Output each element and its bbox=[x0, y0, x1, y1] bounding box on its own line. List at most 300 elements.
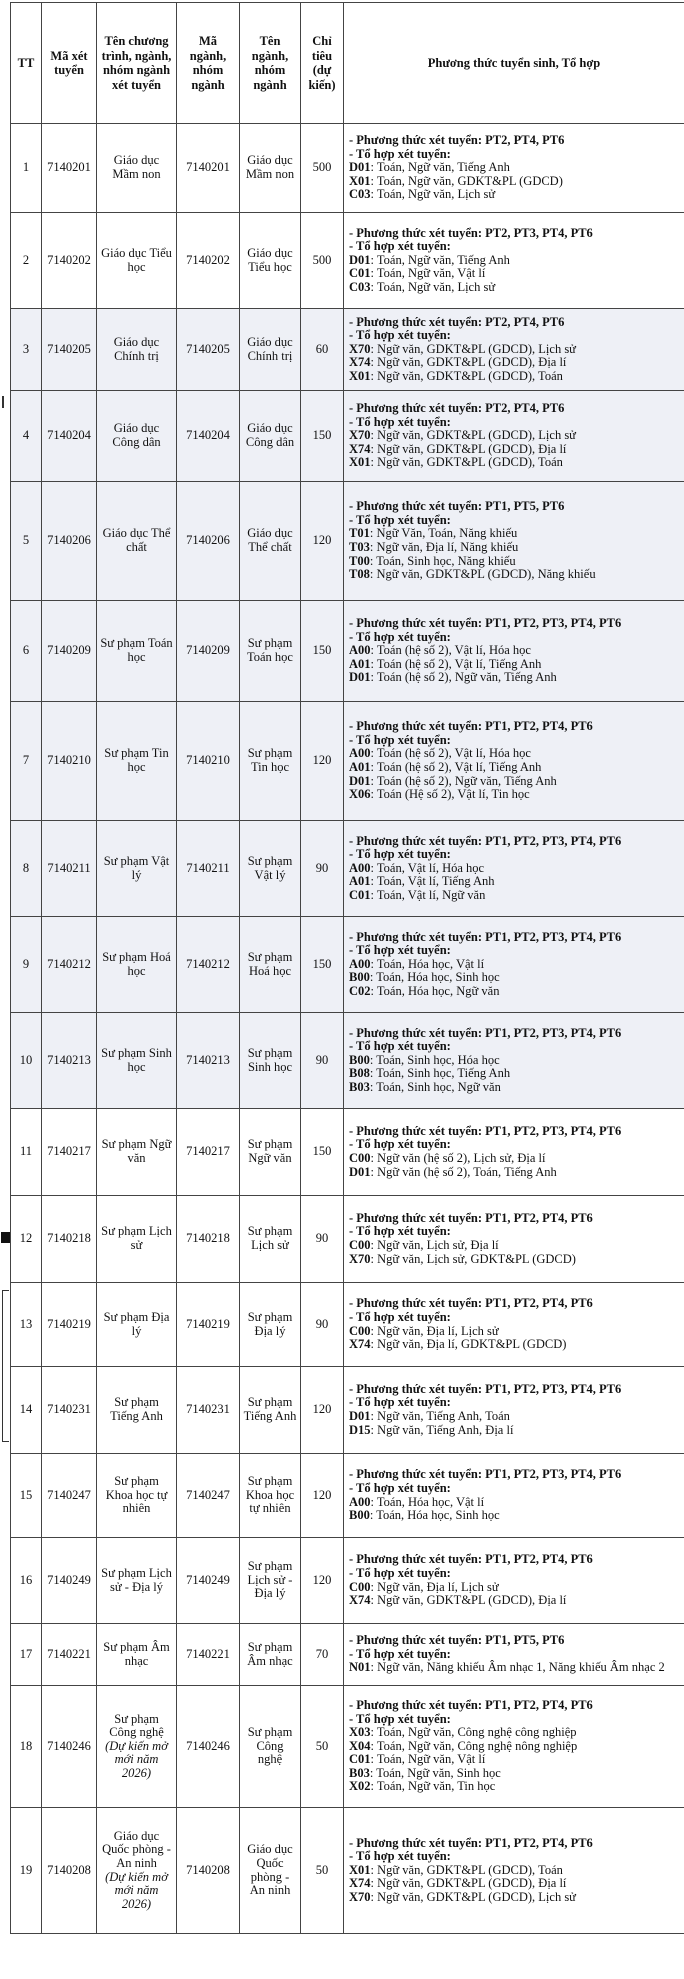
combo-line bbox=[349, 541, 681, 555]
program-name bbox=[97, 213, 177, 309]
combo-code: C02 bbox=[349, 983, 371, 998]
combo-label: - Tổ hợp xét tuyển: bbox=[349, 239, 451, 254]
combo-code: T03 bbox=[349, 540, 370, 554]
header-method: Phương thức tuyển sinh, Tổ hợp bbox=[344, 3, 684, 124]
combo-code: A00 bbox=[349, 956, 371, 971]
method-cell bbox=[344, 1808, 684, 1934]
combo-code: X02 bbox=[349, 1779, 371, 1794]
quota: 90 bbox=[301, 1283, 344, 1367]
combo-subjects: : Ngữ văn, GDKT&PL (GDCD), Toán bbox=[370, 1862, 563, 1877]
admission-table bbox=[10, 2, 684, 1934]
combo-code: X74 bbox=[349, 1876, 371, 1891]
combo-line bbox=[349, 1081, 681, 1095]
combo-code: N01 bbox=[349, 1660, 371, 1675]
admission-code: 7140209 bbox=[42, 601, 97, 702]
admission-code: 7140205 bbox=[42, 309, 97, 391]
row-number: 16 bbox=[11, 1538, 42, 1624]
combo-label: - Tổ hợp xét tuyển: bbox=[349, 732, 451, 747]
combo-line bbox=[349, 1661, 681, 1675]
combo-line bbox=[349, 761, 681, 775]
combo-subjects: : Toán (hệ số 2), Vật lí, Hóa học bbox=[370, 643, 531, 658]
major-code: 7140247 bbox=[177, 1454, 240, 1538]
row-number: 10 bbox=[11, 1013, 42, 1109]
combo-label: - Tổ hợp xét tuyển: bbox=[349, 1137, 451, 1152]
quota: 120 bbox=[301, 1454, 344, 1538]
combo-line bbox=[349, 281, 681, 295]
major-code: 7140201 bbox=[177, 124, 240, 213]
program-name-text: Giáo dục Chính trị bbox=[113, 334, 160, 363]
combo-code: X01 bbox=[349, 455, 371, 470]
program-name-text: Sư phạm Khoa học tự nhiên bbox=[105, 1474, 168, 1516]
combo-subjects: : Toán (hệ số 2), Vật lí, Tiếng Anh bbox=[370, 760, 542, 774]
table-row bbox=[11, 124, 684, 213]
combo-code: A00 bbox=[349, 643, 371, 658]
table-row bbox=[11, 1454, 684, 1538]
combo-line bbox=[349, 1726, 681, 1740]
combo-code: D01 bbox=[349, 1164, 371, 1179]
row-number: 19 bbox=[11, 1808, 42, 1934]
program-name bbox=[97, 601, 177, 702]
program-name bbox=[97, 1624, 177, 1686]
major-code: 7140219 bbox=[177, 1283, 240, 1367]
method-cell bbox=[344, 821, 684, 917]
admission-code: 7140202 bbox=[42, 213, 97, 309]
combo-code: X01 bbox=[349, 173, 371, 188]
program-note: (Dự kiến mở mới năm 2026) bbox=[105, 1738, 168, 1780]
program-name bbox=[97, 124, 177, 213]
combo-line bbox=[349, 875, 681, 889]
combo-label: - Tổ hợp xét tuyển: bbox=[349, 1646, 451, 1661]
combo-line bbox=[349, 175, 681, 189]
major-name: Sư phạm Hoá học bbox=[240, 917, 301, 1013]
admission-code: 7140249 bbox=[42, 1538, 97, 1624]
combo-subjects: : Toán, Ngữ văn, Sinh học bbox=[369, 1765, 501, 1780]
row-number: 1 bbox=[11, 124, 42, 213]
combo-code: T00 bbox=[349, 553, 370, 568]
combo-code: T01 bbox=[349, 526, 370, 541]
combo-subjects: : Ngữ văn, Địa lí, GDKT&PL (GDCD) bbox=[370, 1337, 567, 1352]
method-label: - Phương thức xét tuyển: PT1, PT2, PT4, PT6 bbox=[349, 1552, 593, 1567]
combo-label: - Tổ hợp xét tuyển: bbox=[349, 943, 451, 958]
combo-subjects: : Toán, Hóa học, Sinh học bbox=[369, 1508, 500, 1523]
major-name: Sư phạm Khoa học tự nhiên bbox=[240, 1454, 301, 1538]
quota: 150 bbox=[301, 391, 344, 482]
combo-code: C03 bbox=[349, 279, 371, 294]
combo-line bbox=[349, 1152, 681, 1166]
major-code: 7140221 bbox=[177, 1624, 240, 1686]
program-name bbox=[97, 482, 177, 601]
major-name: Sư phạm Tiếng Anh bbox=[240, 1367, 301, 1454]
admission-code: 7140221 bbox=[42, 1624, 97, 1686]
program-name bbox=[97, 821, 177, 917]
row-number: 14 bbox=[11, 1367, 42, 1454]
combo-line bbox=[349, 188, 681, 202]
method-label: - Phương thức xét tuyển: PT1, PT2, PT3, PT4, PT6 bbox=[349, 833, 622, 848]
combo-line bbox=[349, 1877, 681, 1891]
header-code: Mã xét tuyển bbox=[42, 3, 97, 124]
method-label: - Phương thức xét tuyển: PT1, PT2, PT4, PT6 bbox=[349, 1697, 593, 1712]
table-body bbox=[11, 124, 684, 1934]
combo-subjects: : Ngữ văn (hệ số 2), Lịch sử, Địa lí bbox=[370, 1151, 546, 1165]
combo-label: - Tổ hợp xét tuyển: bbox=[349, 1224, 451, 1239]
combo-code: X70 bbox=[349, 1889, 371, 1904]
table-row bbox=[11, 702, 684, 821]
combo-line bbox=[349, 747, 681, 761]
row-number: 4 bbox=[11, 391, 42, 482]
admission-code: 7140204 bbox=[42, 391, 97, 482]
header-tt: TT bbox=[11, 3, 42, 124]
combo-subjects: : Toán, Ngữ văn, Công nghệ công nghiệp bbox=[370, 1725, 577, 1740]
method-cell bbox=[344, 124, 684, 213]
combo-code: D15 bbox=[349, 1422, 371, 1437]
combo-subjects: : Ngữ văn, Năng khiếu Âm nhạc 1, Năng khiếu Âm nhạc 2 bbox=[370, 1660, 665, 1675]
major-code: 7140231 bbox=[177, 1367, 240, 1454]
program-name-text: Sư phạm Lịch sử - Địa lý bbox=[101, 1565, 172, 1594]
table-row bbox=[11, 213, 684, 309]
combo-code: A01 bbox=[349, 760, 371, 774]
program-name bbox=[97, 1808, 177, 1934]
method-cell bbox=[344, 1196, 684, 1283]
table-row bbox=[11, 1686, 684, 1808]
combo-label: - Tổ hợp xét tuyển: bbox=[349, 1711, 451, 1726]
program-name-text: Giáo dục Công dân bbox=[112, 421, 161, 449]
major-name: Giáo dục Thể chất bbox=[240, 482, 301, 601]
combo-label: - Tổ hợp xét tuyển: bbox=[349, 146, 451, 161]
header-quota: Chỉ tiêu (dự kiến) bbox=[301, 3, 344, 124]
method-cell bbox=[344, 917, 684, 1013]
combo-subjects: : Toán, Ngữ văn, Vật lí bbox=[370, 1752, 486, 1767]
major-name: Sư phạm Vật lý bbox=[240, 821, 301, 917]
combo-line bbox=[349, 1753, 681, 1767]
major-name: Sư phạm Tin học bbox=[240, 702, 301, 821]
quota: 150 bbox=[301, 917, 344, 1013]
major-name: Sư phạm Lịch sử bbox=[240, 1196, 301, 1283]
combo-line bbox=[349, 1767, 681, 1781]
combo-subjects: : Ngữ văn, Địa lí, Năng khiếu bbox=[369, 540, 519, 554]
program-name bbox=[97, 391, 177, 482]
table-row bbox=[11, 1624, 684, 1686]
method-label: - Phương thức xét tuyển: PT1, PT2, PT3, PT4, PT6 bbox=[349, 1123, 622, 1138]
combo-line bbox=[349, 644, 681, 658]
admission-code: 7140213 bbox=[42, 1013, 97, 1109]
method-cell bbox=[344, 1686, 684, 1808]
combo-label: - Tổ hợp xét tuyển: bbox=[349, 847, 451, 862]
combo-subjects: : Ngữ văn, Lịch sử, Địa lí bbox=[370, 1238, 499, 1252]
row-number: 6 bbox=[11, 601, 42, 702]
program-note: (Dự kiến mở mới năm 2026) bbox=[105, 1869, 168, 1911]
major-code: 7140212 bbox=[177, 917, 240, 1013]
combo-line bbox=[349, 958, 681, 972]
table-row bbox=[11, 1109, 684, 1196]
combo-subjects: : Ngữ văn, Tiếng Anh, Toán bbox=[370, 1409, 510, 1423]
combo-line bbox=[349, 862, 681, 876]
quota: 90 bbox=[301, 1013, 344, 1109]
combo-code: C03 bbox=[349, 187, 371, 202]
combo-code: X06 bbox=[349, 787, 371, 802]
combo-code: X74 bbox=[349, 441, 371, 456]
major-code: 7140210 bbox=[177, 702, 240, 821]
program-name-text: Sư phạm Tiếng Anh bbox=[110, 1395, 163, 1423]
program-name-text: Sư phạm Âm nhạc bbox=[103, 1639, 170, 1668]
program-name-text: Sư phạm Toán học bbox=[100, 636, 173, 664]
major-code: 7140246 bbox=[177, 1686, 240, 1808]
combo-code: X01 bbox=[349, 1862, 371, 1877]
combo-label: - Tổ hợp xét tuyển: bbox=[349, 512, 451, 527]
major-name: Sư phạm Sinh học bbox=[240, 1013, 301, 1109]
combo-code: X74 bbox=[349, 1593, 371, 1608]
major-code: 7140209 bbox=[177, 601, 240, 702]
table-row bbox=[11, 391, 684, 482]
program-name bbox=[97, 1013, 177, 1109]
table-row bbox=[11, 1367, 684, 1454]
method-cell bbox=[344, 213, 684, 309]
program-name-text: Sư phạm Tin học bbox=[104, 746, 169, 774]
major-code: 7140211 bbox=[177, 821, 240, 917]
method-cell bbox=[344, 1454, 684, 1538]
combo-code: B08 bbox=[349, 1066, 370, 1081]
row-number: 12 bbox=[11, 1196, 42, 1283]
method-label: - Phương thức xét tuyển: PT2, PT4, PT6 bbox=[349, 133, 565, 148]
program-name-text: Sư phạm Sinh học bbox=[101, 1045, 172, 1074]
major-name: Giáo dục Tiểu học bbox=[240, 213, 301, 309]
combo-line bbox=[349, 1054, 681, 1068]
combo-subjects: : Toán, Ngữ văn, Lịch sử bbox=[370, 187, 496, 202]
table-row bbox=[11, 1196, 684, 1283]
combo-code: C01 bbox=[349, 1752, 371, 1767]
combo-code: A00 bbox=[349, 1494, 371, 1509]
combo-line bbox=[349, 775, 681, 789]
major-code: 7140204 bbox=[177, 391, 240, 482]
method-label: - Phương thức xét tuyển: PT1, PT5, PT6 bbox=[349, 499, 565, 514]
combo-line bbox=[349, 788, 681, 802]
combo-code: A01 bbox=[349, 656, 371, 671]
combo-subjects: : Toán (hệ số 2), Ngữ văn, Tiếng Anh bbox=[370, 773, 557, 788]
combo-line bbox=[349, 1239, 681, 1253]
method-cell bbox=[344, 1013, 684, 1109]
program-name-text: Giáo dục Quốc phòng - An ninh bbox=[102, 1828, 171, 1870]
combo-code: A00 bbox=[349, 860, 371, 875]
program-name bbox=[97, 917, 177, 1013]
major-code: 7140206 bbox=[177, 482, 240, 601]
row-number: 2 bbox=[11, 213, 42, 309]
program-name bbox=[97, 1196, 177, 1283]
combo-label: - Tổ hợp xét tuyển: bbox=[349, 629, 451, 644]
major-name: Sư phạm Toán học bbox=[240, 601, 301, 702]
combo-subjects: : Toán, Hóa học, Vật lí bbox=[370, 1494, 485, 1509]
quota: 90 bbox=[301, 1196, 344, 1283]
quota: 120 bbox=[301, 702, 344, 821]
table-row bbox=[11, 1013, 684, 1109]
method-cell bbox=[344, 1109, 684, 1196]
method-cell bbox=[344, 1624, 684, 1686]
combo-label: - Tổ hợp xét tuyển: bbox=[349, 1565, 451, 1580]
combo-subjects: : Ngữ văn, Tiếng Anh, Địa lí bbox=[370, 1422, 514, 1437]
row-number: 13 bbox=[11, 1283, 42, 1367]
program-name-text: Giáo dục Mầm non bbox=[112, 153, 161, 181]
row-number: 11 bbox=[11, 1109, 42, 1196]
program-name bbox=[97, 1109, 177, 1196]
major-name: Giáo dục Chính trị bbox=[240, 309, 301, 391]
combo-line bbox=[349, 658, 681, 672]
combo-subjects: : Toán (Hệ số 2), Vật lí, Tin học bbox=[370, 787, 530, 802]
combo-line bbox=[349, 985, 681, 999]
method-cell bbox=[344, 482, 684, 601]
method-cell bbox=[344, 1367, 684, 1454]
combo-code: B00 bbox=[349, 1052, 370, 1067]
row-number: 3 bbox=[11, 309, 42, 391]
combo-code: C01 bbox=[349, 266, 371, 281]
combo-subjects: : Toán (hệ số 2), Vật lí, Hóa học bbox=[370, 746, 531, 761]
major-name: Sư phạm Âm nhạc bbox=[240, 1624, 301, 1686]
combo-subjects: : Toán, Ngữ văn, Công nghệ nông nghiệp bbox=[370, 1738, 578, 1753]
method-label: - Phương thức xét tuyển: PT1, PT2, PT3, PT4, PT6 bbox=[349, 616, 622, 631]
admission-code: 7140206 bbox=[42, 482, 97, 601]
major-code: 7140205 bbox=[177, 309, 240, 391]
quota: 70 bbox=[301, 1624, 344, 1686]
combo-line bbox=[349, 568, 681, 582]
combo-line bbox=[349, 1594, 681, 1608]
row-number: 17 bbox=[11, 1624, 42, 1686]
combo-line bbox=[349, 1424, 681, 1438]
combo-label: - Tổ hợp xét tuyển: bbox=[349, 1849, 451, 1864]
combo-line bbox=[349, 456, 681, 470]
combo-code: C00 bbox=[349, 1579, 371, 1594]
combo-label: - Tổ hợp xét tuyển: bbox=[349, 1039, 451, 1054]
combo-code: X74 bbox=[349, 355, 371, 370]
quota: 120 bbox=[301, 482, 344, 601]
combo-subjects: : Toán, Sinh học, Năng khiếu bbox=[369, 553, 516, 568]
method-label: - Phương thức xét tuyển: PT1, PT2, PT3, PT4, PT6 bbox=[349, 1025, 622, 1040]
program-name-text: Sư phạm Lịch sử bbox=[101, 1224, 172, 1252]
method-label: - Phương thức xét tuyển: PT1, PT2, PT4, PT6 bbox=[349, 1296, 593, 1311]
combo-line bbox=[349, 1864, 681, 1878]
combo-subjects: : Ngữ văn, Địa lí, Lịch sử bbox=[370, 1579, 499, 1594]
combo-line bbox=[349, 267, 681, 281]
combo-line bbox=[349, 1891, 681, 1905]
row-number: 7 bbox=[11, 702, 42, 821]
document-page bbox=[10, 2, 684, 1934]
combo-line bbox=[349, 1496, 681, 1510]
combo-subjects: : Ngữ văn, GDKT&PL (GDCD), Địa lí bbox=[370, 1876, 567, 1891]
major-code: 7140208 bbox=[177, 1808, 240, 1934]
combo-subjects: : Toán, Hóa học, Sinh học bbox=[369, 970, 500, 985]
row-number: 8 bbox=[11, 821, 42, 917]
quota: 150 bbox=[301, 1109, 344, 1196]
combo-code: A00 bbox=[349, 746, 371, 761]
combo-line bbox=[349, 1166, 681, 1180]
combo-code: D01 bbox=[349, 160, 371, 175]
table-row bbox=[11, 1283, 684, 1367]
method-label: - Phương thức xét tuyển: PT1, PT2, PT4, PT6 bbox=[349, 719, 593, 734]
combo-subjects: : Ngữ văn, GDKT&PL (GDCD), Toán bbox=[370, 455, 563, 470]
admission-code: 7140219 bbox=[42, 1283, 97, 1367]
combo-subjects: : Toán (hệ số 2), Ngữ văn, Tiếng Anh bbox=[370, 670, 557, 685]
combo-code: D01 bbox=[349, 252, 371, 267]
quota: 120 bbox=[301, 1538, 344, 1624]
combo-subjects: : Ngữ văn, Địa lí, Lịch sử bbox=[370, 1323, 499, 1338]
table-row bbox=[11, 309, 684, 391]
admission-code: 7140218 bbox=[42, 1196, 97, 1283]
combo-subjects: : Toán, Ngữ văn, Lịch sử bbox=[370, 279, 496, 294]
combo-subjects: : Toán, Ngữ văn, Tiếng Anh bbox=[370, 160, 510, 175]
combo-code: B03 bbox=[349, 1765, 370, 1780]
combo-subjects: : Ngữ văn, GDKT&PL (GDCD), Địa lí bbox=[370, 441, 567, 456]
combo-line bbox=[349, 161, 681, 175]
table-row bbox=[11, 601, 684, 702]
major-name: Sư phạm Lịch sử - Địa lý bbox=[240, 1538, 301, 1624]
margin-bracket bbox=[2, 1290, 9, 1442]
quota: 50 bbox=[301, 1686, 344, 1808]
row-number: 18 bbox=[11, 1686, 42, 1808]
combo-code: T08 bbox=[349, 567, 370, 582]
method-label: - Phương thức xét tuyển: PT1, PT2, PT3, PT4, PT6 bbox=[349, 1467, 622, 1482]
program-name-text: Sư phạm Hoá học bbox=[102, 949, 171, 978]
combo-code: X70 bbox=[349, 341, 371, 356]
quota: 500 bbox=[301, 213, 344, 309]
major-name: Giáo dục Mầm non bbox=[240, 124, 301, 213]
combo-line bbox=[349, 429, 681, 443]
program-name-text: Giáo dục Tiểu học bbox=[101, 245, 172, 274]
admission-code: 7140231 bbox=[42, 1367, 97, 1454]
program-name bbox=[97, 1538, 177, 1624]
major-code: 7140202 bbox=[177, 213, 240, 309]
combo-subjects: : Toán, Vật lí, Hóa học bbox=[370, 860, 485, 875]
method-label: - Phương thức xét tuyển: PT1, PT2, PT4, PT6 bbox=[349, 1835, 593, 1850]
combo-subjects: : Toán, Ngữ văn, Tin học bbox=[370, 1779, 496, 1794]
combo-line bbox=[349, 889, 681, 903]
program-name bbox=[97, 1686, 177, 1808]
combo-code: C01 bbox=[349, 887, 371, 902]
combo-subjects: : Ngữ văn (hệ số 2), Toán, Tiếng Anh bbox=[370, 1164, 557, 1179]
admission-code: 7140246 bbox=[42, 1686, 97, 1808]
method-label: - Phương thức xét tuyển: PT1, PT2, PT3, PT4, PT6 bbox=[349, 1381, 622, 1396]
method-cell bbox=[344, 391, 684, 482]
combo-line bbox=[349, 254, 681, 268]
combo-subjects: : Toán, Sinh học, Tiếng Anh bbox=[369, 1066, 511, 1081]
combo-code: D01 bbox=[349, 670, 371, 685]
header-major-code: Mã ngành, nhóm ngành bbox=[177, 3, 240, 124]
combo-code: D01 bbox=[349, 1409, 371, 1423]
major-name: Sư phạm Công nghệ bbox=[240, 1686, 301, 1808]
method-label: - Phương thức xét tuyển: PT2, PT3, PT4, PT6 bbox=[349, 225, 593, 240]
combo-line bbox=[349, 971, 681, 985]
combo-line bbox=[349, 671, 681, 685]
combo-code: X70 bbox=[349, 1251, 371, 1266]
combo-code: X04 bbox=[349, 1738, 371, 1753]
combo-code: X70 bbox=[349, 428, 371, 443]
combo-label: - Tổ hợp xét tuyển: bbox=[349, 1395, 451, 1410]
combo-subjects: : Ngữ văn, GDKT&PL (GDCD), Địa lí bbox=[370, 355, 567, 370]
combo-label: - Tổ hợp xét tuyển: bbox=[349, 328, 451, 343]
header-program: Tên chương trình, ngành, nhóm ngành xét tuyển bbox=[97, 3, 177, 124]
margin-square-mark bbox=[1, 1232, 10, 1243]
row-number: 5 bbox=[11, 482, 42, 601]
combo-subjects: : Toán, Ngữ văn, Vật lí bbox=[370, 266, 486, 281]
combo-line bbox=[349, 1740, 681, 1754]
combo-code: X74 bbox=[349, 1337, 371, 1352]
method-label: - Phương thức xét tuyển: PT2, PT4, PT6 bbox=[349, 314, 565, 329]
combo-line bbox=[349, 1509, 681, 1523]
combo-code: B00 bbox=[349, 970, 370, 985]
admission-code: 7140201 bbox=[42, 124, 97, 213]
combo-subjects: : Toán, Ngữ văn, GDKT&PL (GDCD) bbox=[370, 173, 563, 188]
combo-subjects: : Ngữ văn, GDKT&PL (GDCD), Lịch sử bbox=[370, 428, 576, 443]
combo-line bbox=[349, 356, 681, 370]
margin-mark bbox=[2, 396, 4, 408]
program-name bbox=[97, 309, 177, 391]
quota: 50 bbox=[301, 1808, 344, 1934]
combo-subjects: : Toán, Ngữ văn, Tiếng Anh bbox=[370, 252, 510, 267]
